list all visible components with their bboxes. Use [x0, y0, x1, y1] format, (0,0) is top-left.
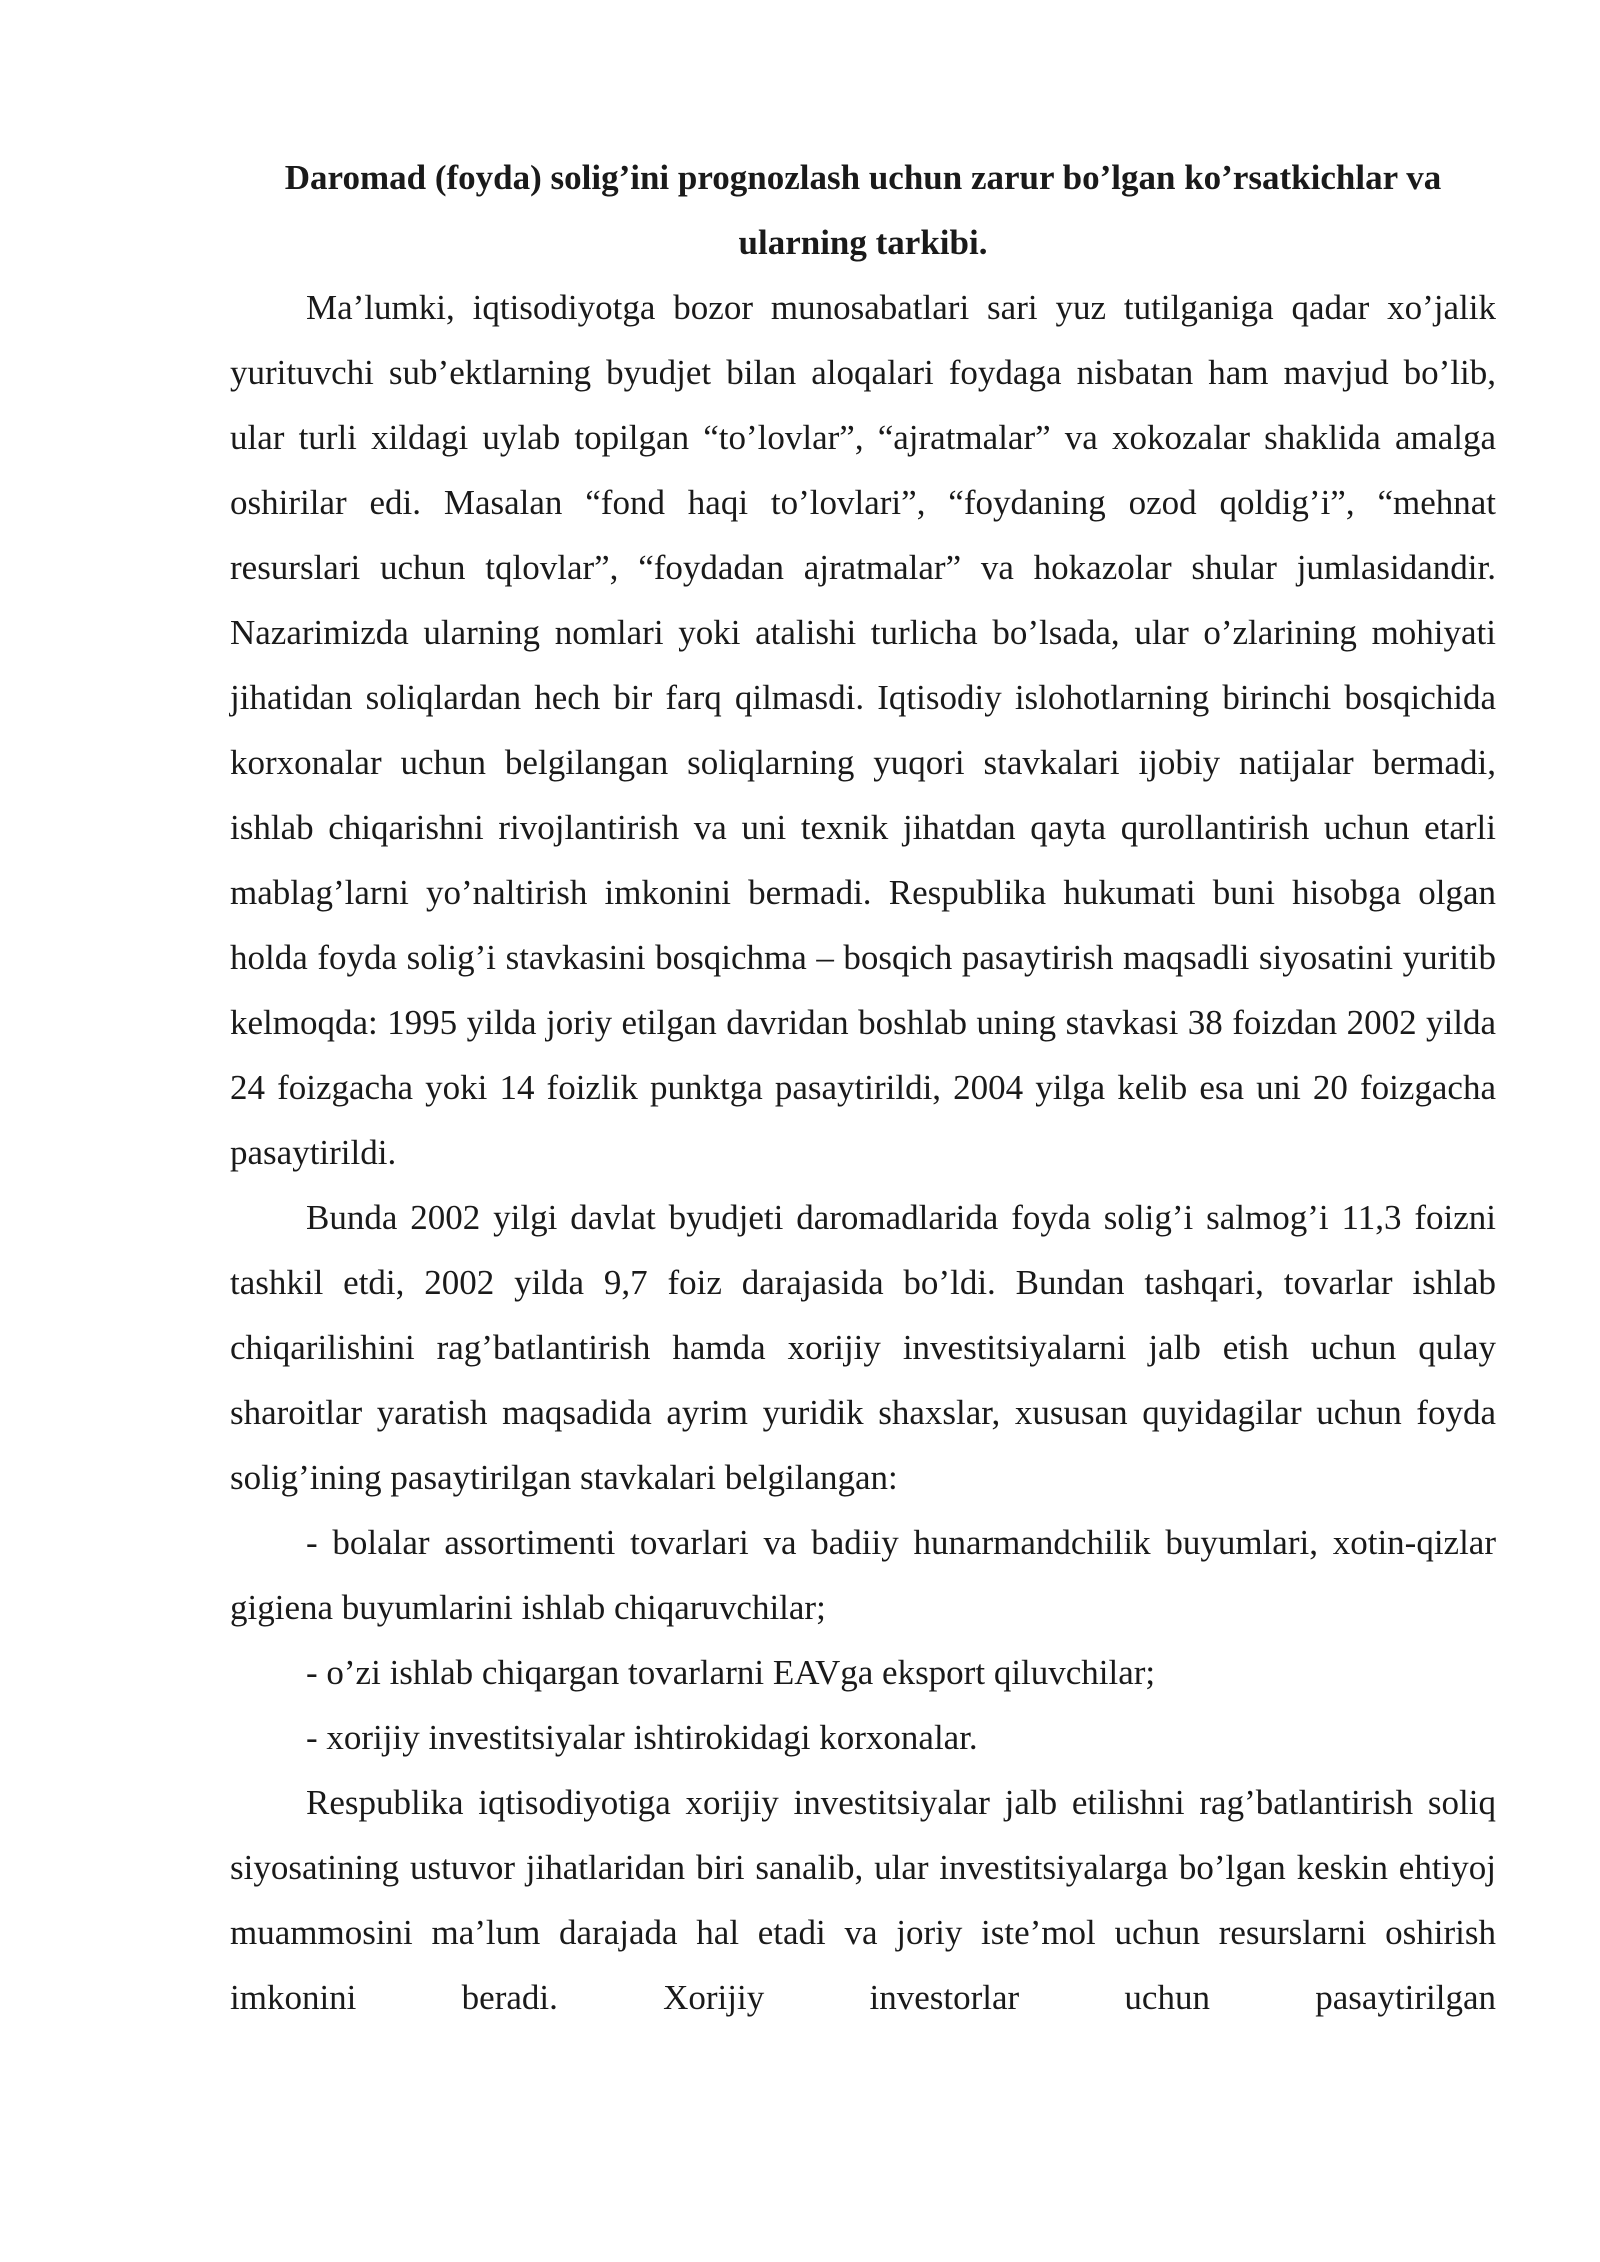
paragraph-1: Ma’lumki, iqtisodiyotga bozor munosabatlari sari yuz tutilganiga qadar xo’jalik yurituvchi sub’ektlarning byudjet bilan aloqalari foydaga nisbatan ham mavjud bo’lib, ular turli xildagi uylab topilgan “to’lovlar”, “ajratmalar” va xokozalar shaklida amalga oshirilar edi. Masalan “fond haqi to’lovlari”, “foydaning ozod qoldig’i”, “mehnat resurslari uchun tqlovlar”, “foydadan ajratmalar” va hokazolar shular jumlasidandir. Nazarimizda ularning nomlari yoki atalishi turlicha bo’lsada, ular o’zlarining mohiyati jihatidan soliqlardan hech bir farq qilmasdi. Iqtisodiy islohotlarning birinchi bosqichida korxonalar uchun belgilangan soliqlarning yuqori stavkalari ijobiy natijalar bermadi, ishlab chiqarishni rivojlantirish va uni texnik jihatdan qayta qurollantirish uchun etarli mablag’larni yo’naltirish imkonini bermadi. Respublika hukumati buni hisobga olgan holda foyda solig’i stavkasini bosqichma – bosqich pasaytirish maqsadli siyosatini yuritib kelmoqda: 1995 yilda joriy etilgan davridan boshlab uning stavkasi 38 foizdan 2002 yilda 24 foizgacha yoki 14 foizlik punktga pasaytirildi, 2004 yilga kelib esa uni 20 foizgacha pasaytirildi. [230, 288, 1496, 1172]
document-body [230, 145, 1496, 2030]
list-item-3: - xorijiy investitsiyalar ishtirokidagi korxonalar. [306, 1718, 978, 1757]
list-item-2: - o’zi ishlab chiqargan tovarlarni EAVga eksport qiluvchilar; [306, 1653, 1156, 1692]
paragraph-3: Respublika iqtisodiyotiga xorijiy investitsiyalar jalb etilishni rag’batlantirish soliq siyosatining ustuvor jihatlaridan biri sanalib, ular investitsiyalarga bo’lgan keskin ehtiyoj muammosini ma’lum darajada hal etadi va joriy iste’mol uchun resurslarni oshirish imkonini beradi. Xorijiy investorlar uchun pasaytirilgan [230, 1783, 1496, 2017]
paragraph-2: Bunda 2002 yilgi davlat byudjeti daromadlarida foyda solig’i salmog’i 11,3 foizni tashkil etdi, 2002 yilda 9,7 foiz darajasida bo’ldi. Bundan tashqari, tovarlar ishlab chiqarilishini rag’batlantirish hamda xorijiy investitsiyalarni jalb etish uchun qulay sharoitlar yaratish maqsadida ayrim yuridik shaxslar, xususan quyidagilar uchun foyda solig’ining pasaytirilgan stavkalari belgilangan: [230, 1198, 1496, 1497]
document-title: Daromad (foyda) solig’ini prognozlash uchun zarur bo’lgan ko’rsatkichlar va ularning tarkibi. [284, 158, 1442, 262]
list-item-1: - bolalar assortimenti tovarlari va badiiy hunarmandchilik buyumlari, xotin-qizlar gigiena buyumlarini ishlab chiqaruvchilar; [230, 1523, 1496, 1627]
